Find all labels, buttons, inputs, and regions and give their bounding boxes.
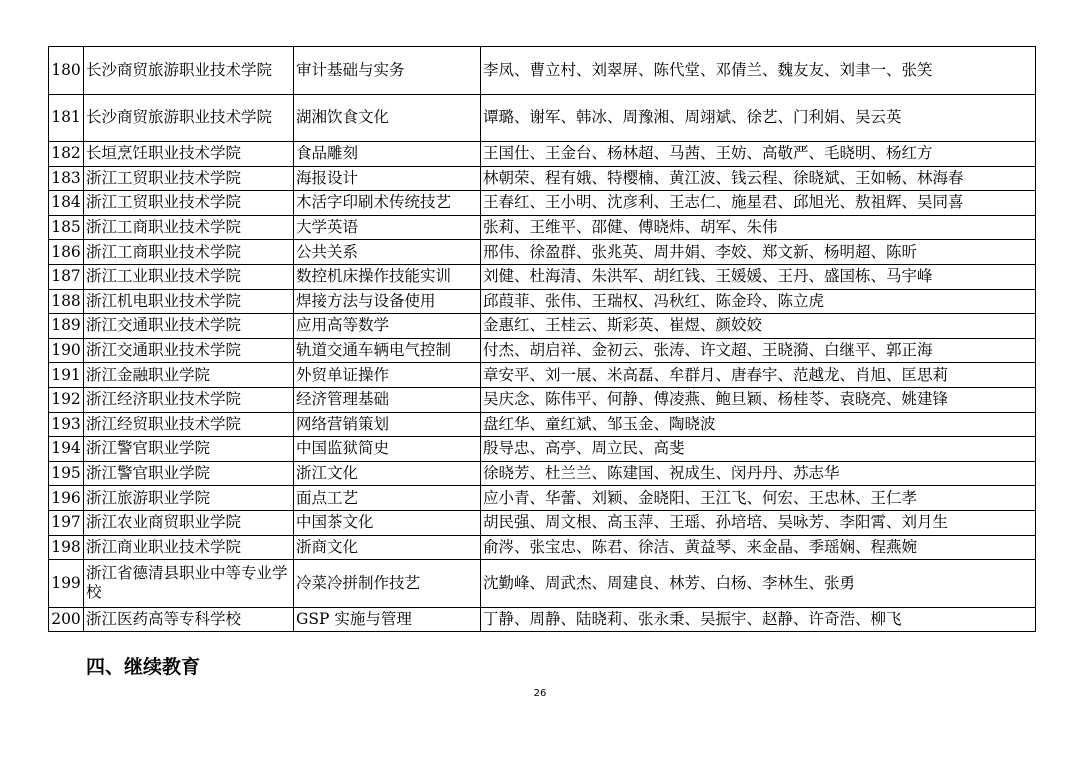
school-name: 浙江金融职业学院 — [84, 363, 294, 388]
team-members: 胡民强、周文根、高玉萍、王瑶、孙培培、吴咏芳、李阳霄、刘月生 — [481, 510, 1036, 535]
course-name: 湖湘饮食文化 — [294, 94, 481, 142]
school-name: 浙江警官职业学院 — [84, 437, 294, 462]
school-name: 浙江经贸职业技术学院 — [84, 412, 294, 437]
team-members: 张莉、王维平、邵健、傅晓炜、胡军、朱伟 — [481, 215, 1036, 240]
course-name: GSP 实施与管理 — [294, 607, 481, 632]
table-row — [49, 461, 1036, 486]
row-number: 196 — [49, 486, 84, 511]
table-row — [49, 240, 1036, 265]
school-name: 浙江工贸职业技术学院 — [84, 166, 294, 191]
team-members: 王春红、王小明、沈彦利、王志仁、施星君、邱旭光、敖祖辉、吴同喜 — [481, 191, 1036, 216]
team-members: 王国仕、王金台、杨林超、马茜、王妨、高敬严、毛晓明、杨红方 — [481, 142, 1036, 167]
table-row — [49, 363, 1036, 388]
row-number: 182 — [49, 142, 84, 167]
course-name: 网络营销策划 — [294, 412, 481, 437]
team-members: 刘健、杜海清、朱洪军、胡红钱、王媛媛、王丹、盛国栋、马宇峰 — [481, 264, 1036, 289]
team-members: 吴庆念、陈伟平、何静、傅凌燕、鲍旦颖、杨桂苓、袁晓亮、姚建锋 — [481, 387, 1036, 412]
team-members: 沈勤峰、周武杰、周建良、林芳、白杨、李林生、张勇 — [481, 560, 1036, 608]
table-row — [49, 535, 1036, 560]
course-name: 应用高等数学 — [294, 314, 481, 339]
course-name: 浙江文化 — [294, 461, 481, 486]
row-number: 199 — [49, 560, 84, 608]
school-name: 浙江工贸职业技术学院 — [84, 191, 294, 216]
course-name: 食品雕刻 — [294, 142, 481, 167]
row-number: 195 — [49, 461, 84, 486]
team-members: 应小青、华蕾、刘颖、金晓阳、王江飞、何宏、王忠林、王仁孝 — [481, 486, 1036, 511]
table-row — [49, 486, 1036, 511]
school-name: 长沙商贸旅游职业技术学院 — [84, 47, 294, 95]
school-name: 浙江商业职业技术学院 — [84, 535, 294, 560]
school-name: 浙江医药高等专科学校 — [84, 607, 294, 632]
course-name: 审计基础与实务 — [294, 47, 481, 95]
school-name: 浙江交通职业技术学院 — [84, 338, 294, 363]
row-number: 193 — [49, 412, 84, 437]
team-members: 金惠红、王桂云、斯彩英、崔煜、颜姣姣 — [481, 314, 1036, 339]
row-number: 186 — [49, 240, 84, 265]
course-name: 面点工艺 — [294, 486, 481, 511]
table-row — [49, 264, 1036, 289]
school-name: 长垣烹饪职业技术学院 — [84, 142, 294, 167]
school-name: 浙江旅游职业学院 — [84, 486, 294, 511]
row-number: 190 — [49, 338, 84, 363]
page-number: 26 — [533, 688, 547, 699]
school-name: 浙江经济职业技术学院 — [84, 387, 294, 412]
row-number: 187 — [49, 264, 84, 289]
school-name: 长沙商贸旅游职业技术学院 — [84, 94, 294, 142]
table-row — [49, 94, 1036, 142]
row-number: 200 — [49, 607, 84, 632]
row-number: 191 — [49, 363, 84, 388]
course-name: 木活字印刷术传统技艺 — [294, 191, 481, 216]
team-members: 殷导忠、高亭、周立民、高斐 — [481, 437, 1036, 462]
team-members: 付杰、胡启祥、金初云、张涛、许文超、王晓漪、白继平、郭正海 — [481, 338, 1036, 363]
table-row — [49, 412, 1036, 437]
row-number: 184 — [49, 191, 84, 216]
table-row — [49, 607, 1036, 632]
table-row — [49, 387, 1036, 412]
school-name: 浙江工商职业技术学院 — [84, 240, 294, 265]
table-row — [49, 215, 1036, 240]
table-row — [49, 47, 1036, 95]
course-name: 冷菜冷拼制作技艺 — [294, 560, 481, 608]
course-name: 中国茶文化 — [294, 510, 481, 535]
course-name: 轨道交通车辆电气控制 — [294, 338, 481, 363]
team-members: 谭璐、谢军、韩冰、周豫湘、周翊斌、徐艺、门利娟、吴云英 — [481, 94, 1036, 142]
row-number: 194 — [49, 437, 84, 462]
team-members: 章安平、刘一展、米高磊、牟群月、唐春宇、范越龙、肖旭、匡思莉 — [481, 363, 1036, 388]
school-name: 浙江省德清县职业中等专业学校 — [84, 560, 294, 608]
team-members: 盘红华、童红斌、邹玉金、陶晓波 — [481, 412, 1036, 437]
table-row — [49, 142, 1036, 167]
table-row — [49, 166, 1036, 191]
school-name: 浙江机电职业技术学院 — [84, 289, 294, 314]
course-name: 公共关系 — [294, 240, 481, 265]
course-table — [48, 46, 1036, 632]
team-members: 邱葭菲、张伟、王瑞权、冯秋红、陈金玲、陈立虎 — [481, 289, 1036, 314]
course-name: 数控机床操作技能实训 — [294, 264, 481, 289]
table-row — [49, 314, 1036, 339]
row-number: 198 — [49, 535, 84, 560]
course-name: 中国监狱简史 — [294, 437, 481, 462]
course-name: 经济管理基础 — [294, 387, 481, 412]
row-number: 192 — [49, 387, 84, 412]
row-number: 189 — [49, 314, 84, 339]
team-members: 林朝荣、程有娥、特樱楠、黄江波、钱云程、徐晓斌、王如畅、林海春 — [481, 166, 1036, 191]
course-table-body — [49, 47, 1036, 632]
team-members: 李凤、曹立村、刘翠屏、陈代堂、邓倩兰、魏友友、刘聿一、张笑 — [481, 47, 1036, 95]
row-number: 188 — [49, 289, 84, 314]
course-name: 海报设计 — [294, 166, 481, 191]
table-row — [49, 191, 1036, 216]
school-name: 浙江警官职业学院 — [84, 461, 294, 486]
team-members: 邢伟、徐盈群、张兆英、周井娟、李姣、郑文新、杨明超、陈昕 — [481, 240, 1036, 265]
section-heading: 四、继续教育 — [86, 656, 201, 678]
course-name: 浙商文化 — [294, 535, 481, 560]
team-members: 俞涔、张宝忠、陈君、徐洁、黄益琴、来金晶、季瑶娴、程燕婉 — [481, 535, 1036, 560]
school-name: 浙江农业商贸职业学院 — [84, 510, 294, 535]
school-name: 浙江工业职业技术学院 — [84, 264, 294, 289]
row-number: 183 — [49, 166, 84, 191]
table-row — [49, 437, 1036, 462]
row-number: 180 — [49, 47, 84, 95]
course-name: 大学英语 — [294, 215, 481, 240]
row-number: 181 — [49, 94, 84, 142]
school-name: 浙江工商职业技术学院 — [84, 215, 294, 240]
school-name: 浙江交通职业技术学院 — [84, 314, 294, 339]
course-name: 焊接方法与设备使用 — [294, 289, 481, 314]
team-members: 丁静、周静、陆晓莉、张永秉、吴振宇、赵静、许奇浩、柳飞 — [481, 607, 1036, 632]
team-members: 徐晓芳、杜兰兰、陈建国、祝成生、闵丹丹、苏志华 — [481, 461, 1036, 486]
table-row — [49, 560, 1036, 608]
row-number: 197 — [49, 510, 84, 535]
course-name: 外贸单证操作 — [294, 363, 481, 388]
table-row — [49, 510, 1036, 535]
row-number: 185 — [49, 215, 84, 240]
table-row — [49, 289, 1036, 314]
table-row — [49, 338, 1036, 363]
